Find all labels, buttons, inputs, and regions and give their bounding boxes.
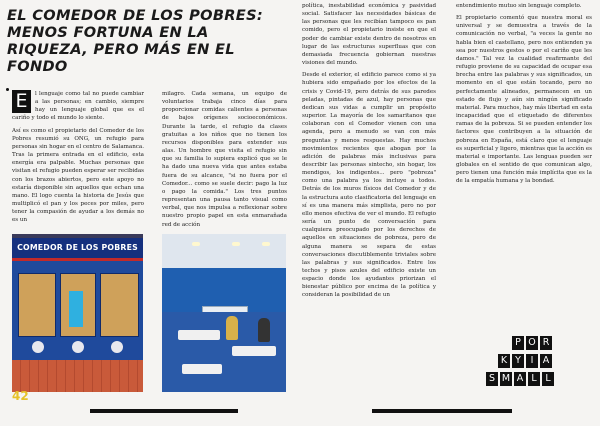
dining-table [232,346,276,356]
dining-table [178,330,220,340]
text-column-4 [456,2,592,340]
byline-row-last-name [486,372,596,386]
article-title: EL COMEDOR DE LOS POBRES: MENOS FORTUNA EN LA RIQUEZA, PERO MÁS EN EL FONDO [7,7,264,75]
text-column-1 [12,90,144,240]
byline-letter: A [540,354,552,368]
dining-room-photo [162,234,286,392]
paragraph [12,90,144,123]
byline-letter: K [498,354,510,368]
paragraph: Desde el exterior, el edificio parece como si ya hubiera sido empañado por los efectos de la crisis y Covid-19, pero detrás de sus paredes peladas, pintadas de azul, hay personas que dedican sus vidas a cumplir un propósito superior. La mayoría de los samaritanos que colaboran con el Comedor vienen con una agenda, pero a menudo se van con más preguntas y menos respuestas. Hay muchos movimientos recientes que abogan por la adición de palabras más inclusivas para describir las personas sintecho, sin hogar, los mendigos, los indigentes... pero "pobreza" como una palabra ya los incluye a todos. Detrás de los muros físicos del Comedor y de la estructura auto clasificatoria del lenguaje en sí es una manera más simplista, pero no por ello menos efectiva de ver el mundo. El refugio sería un punto de conversación para cualquiera preocupado por los derechos de aquellos en situaciones de pobreza, pero de alguna manera se separa de estas conversaciones discutiblemente triviales sobre las palabras y sus significados. Entre los techos y pisos azules del edificio existe un espacio donde los ayudantes priorizan el bienestar público por encima de la política y consideran la posibilidad de un [302,72,436,299]
storefront-photo [12,234,143,392]
byline-letter: L [542,372,554,386]
storefront-door [69,291,83,327]
text-column-3 [302,2,436,396]
page-number: 42 [12,389,29,403]
person [258,318,270,342]
byline-letter: I [526,354,538,368]
dining-table [182,364,222,374]
paragraph: milagro. Cada semana, un equipo de voluntarios trabaja cinco días para proporcionar comidas calientes a personas de bajos orígenes socioeconómicos. Durante la tarde, el refugio da clases gratuitas a los niños que no tienen los recursos disponibles para extender sus alas. Un hombre que visita el refugio sin que su familia lo supiera explicó que se le ha dado una nueva vida que antes estaba fuera de su alcance, "si no fuera por el Comedor... como se suele decir: pago la luz o pago la comida." Los tres puntos representan una pausa tanto visual como verbal, que nos impulsa a reflexionar sobre nuestro propio papel en esta enmarañada red de acción [162,91,287,228]
drop-cap: E [12,90,31,113]
byline-letter: L [528,372,540,386]
footer-bar-right [372,409,512,413]
logo-roundel [111,341,123,353]
byline-letter: O [526,336,538,350]
byline-letter: Y [512,354,524,368]
storefront-window [100,273,139,337]
byline-row-first-name [498,354,596,368]
paragraph: El propietario comentó que nuestra moral es universal y se demuestra a través de la comunicación no verbal, "a veces la gente no habla bien el castellano, pero nos entienden ya sea por nuestros gestos o por el cariño que les damos." Tal vez la cualidad reafirmante del refugio proviene de su capacidad de ocupar esa brecha entre las palabras y sus significados, un momento en el que están tocando, pero no perfectamente alineados, permanecen en un estado de flujo y aún sin ningún significado material. Para muchos, hay más libertad en esta incapacidad que el etiquetado de diferentes ramas de la pobreza. Si se pueden entender los factores que contribuyen a la situación de pobreza en España, está claro que el lenguaje es superficial y ligero, mientras que la acción es material e importante. Las lenguas pueden ser globales en el sentido de que comunican algo, pero tienen una función más implícita que es la de la empatía humana y la bondad. [456,15,592,185]
paragraph: Así es como el propietario del Comedor de los Pobres resumió su ONG, un refugio para personas sin hogar en el centro de Salamanca. Tras la primera entrada en el edificio, esta energía era palpable. Muchas personas que visitan el refugio pueden esperar ser recibidas con los brazos abiertos, pero este apoyo no estaría disponible sin aquellos que echan una mano. El logo cuenta la historia de Jesús que multiplicó el pan y los peces por miles, pero tener la compasión de ayudar a los demás no es un [12,127,144,224]
ceiling-lamp [262,242,270,246]
byline-row-por [512,336,596,350]
ceiling-lamp [232,242,240,246]
storefront-facade [12,261,143,360]
storefront-sign: COMEDOR DE LOS POBRES [12,238,143,258]
logo-roundel [32,341,44,353]
byline-letter: P [512,336,524,350]
byline-letter: R [540,336,552,350]
byline-letter: M [501,373,511,384]
author-byline [486,336,596,390]
byline-letter: S [486,372,498,386]
footer-bar-left [90,409,238,413]
byline-letter: A [514,372,526,386]
text-column-2 [162,90,287,230]
paragraph-text: l lenguaje como tal no puede cambiar a las personas; en cambio, siempre hay un lenguaje global que es el cariño y todo el mundo lo siente. [12,91,144,122]
storefront-window [18,273,56,337]
person [226,316,238,340]
ceiling-lamp [192,242,200,246]
logo-roundel [72,341,84,353]
blue-wall [162,268,286,312]
bullet-dot [6,88,9,91]
tiled-pavement [12,360,143,392]
paragraph: política, inestabilidad económica y pasividad social. Satisfacer las necesidades básicas de las personas que les recibían tampoco es pan comido, pero el propietario insiste en que el poder de cambiar existe dentro de nosotros en lugar de las estructuras superfluas que con demasiada frecuencia gobiernan nuestras visiones del mundo. [302,3,436,67]
paragraph: entendimiento mutuo sin lenguaje completo. [456,3,582,9]
ceiling [162,234,286,268]
